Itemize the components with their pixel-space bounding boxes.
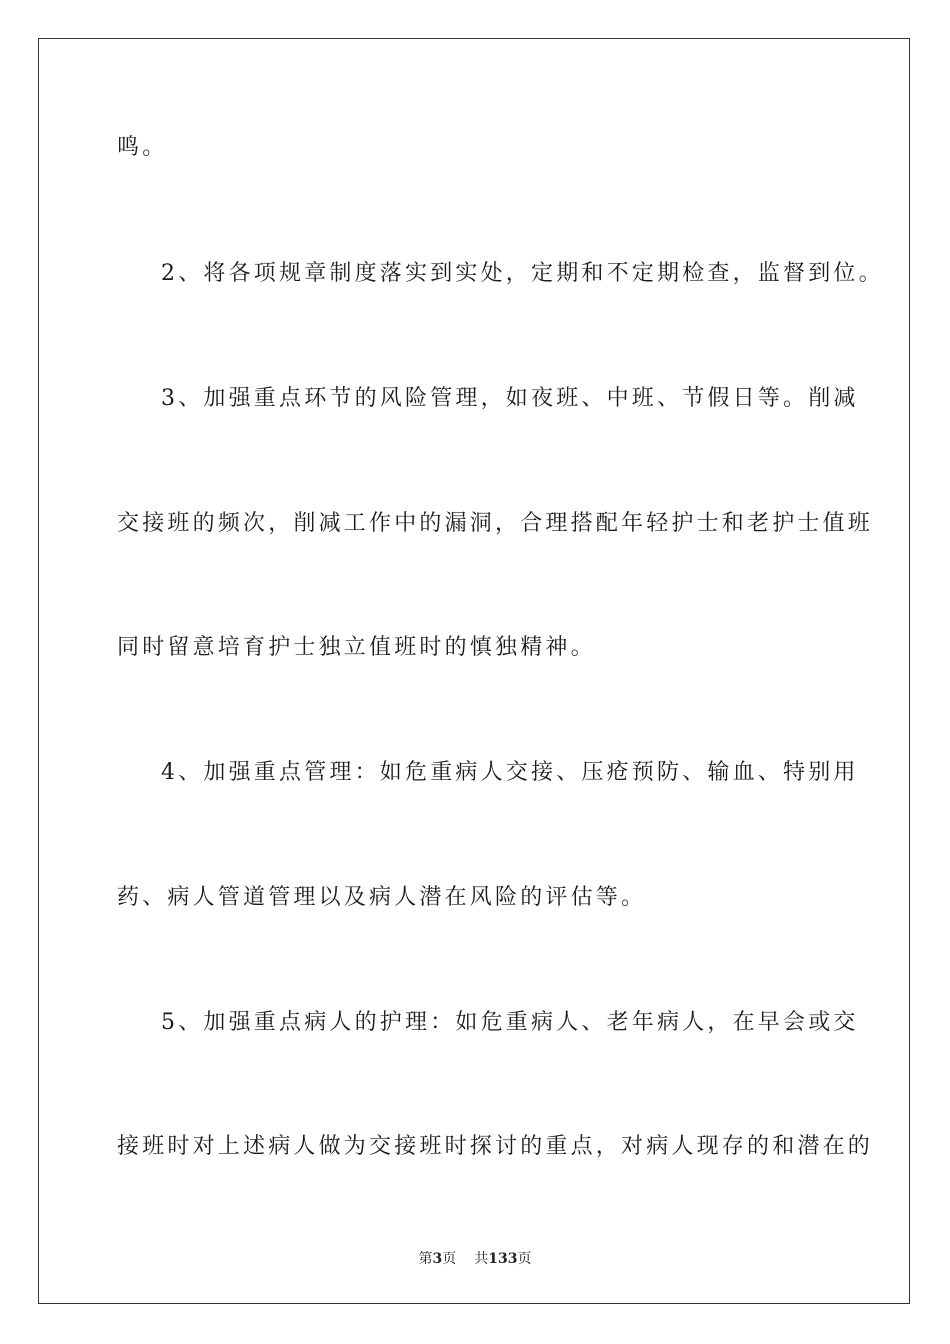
- text-line-7: 药、病人管道管理以及病人潜在风险的评估等。: [117, 885, 647, 910]
- page-footer: [0, 1248, 950, 1268]
- total-suffix: 页: [517, 1251, 532, 1267]
- text-line-2: 2、将各项规章制度落实到实处，定期和不定期检查，监督到位。: [161, 261, 884, 286]
- text-line-9: 接班时对上述病人做为交接班时探讨的重点，对病人现存的和潜在的: [117, 1134, 874, 1159]
- page-border: [38, 38, 910, 1304]
- page-suffix: 页: [442, 1251, 457, 1267]
- text-line-6: 4、加强重点管理：如危重病人交接、压疮预防、输血、特别用: [161, 760, 859, 785]
- total-pages: 133: [488, 1251, 518, 1267]
- text-line-8: 5、加强重点病人的护理：如危重病人、老年病人，在早会或交: [161, 1010, 859, 1035]
- text-line-4: 交接班的频次，削减工作中的漏洞，合理搭配年轻护士和老护士值班: [117, 511, 874, 536]
- total-prefix: 共: [474, 1251, 489, 1267]
- text-line-3: 3、加强重点环节的风险管理，如夜班、中班、节假日等。削减: [161, 386, 859, 411]
- page-prefix: 第: [418, 1251, 433, 1267]
- text-line-1: 鸣。: [117, 135, 168, 160]
- page-number: 3: [432, 1251, 443, 1267]
- text-line-5: 同时留意培育护士独立值班时的慎独精神。: [117, 635, 596, 660]
